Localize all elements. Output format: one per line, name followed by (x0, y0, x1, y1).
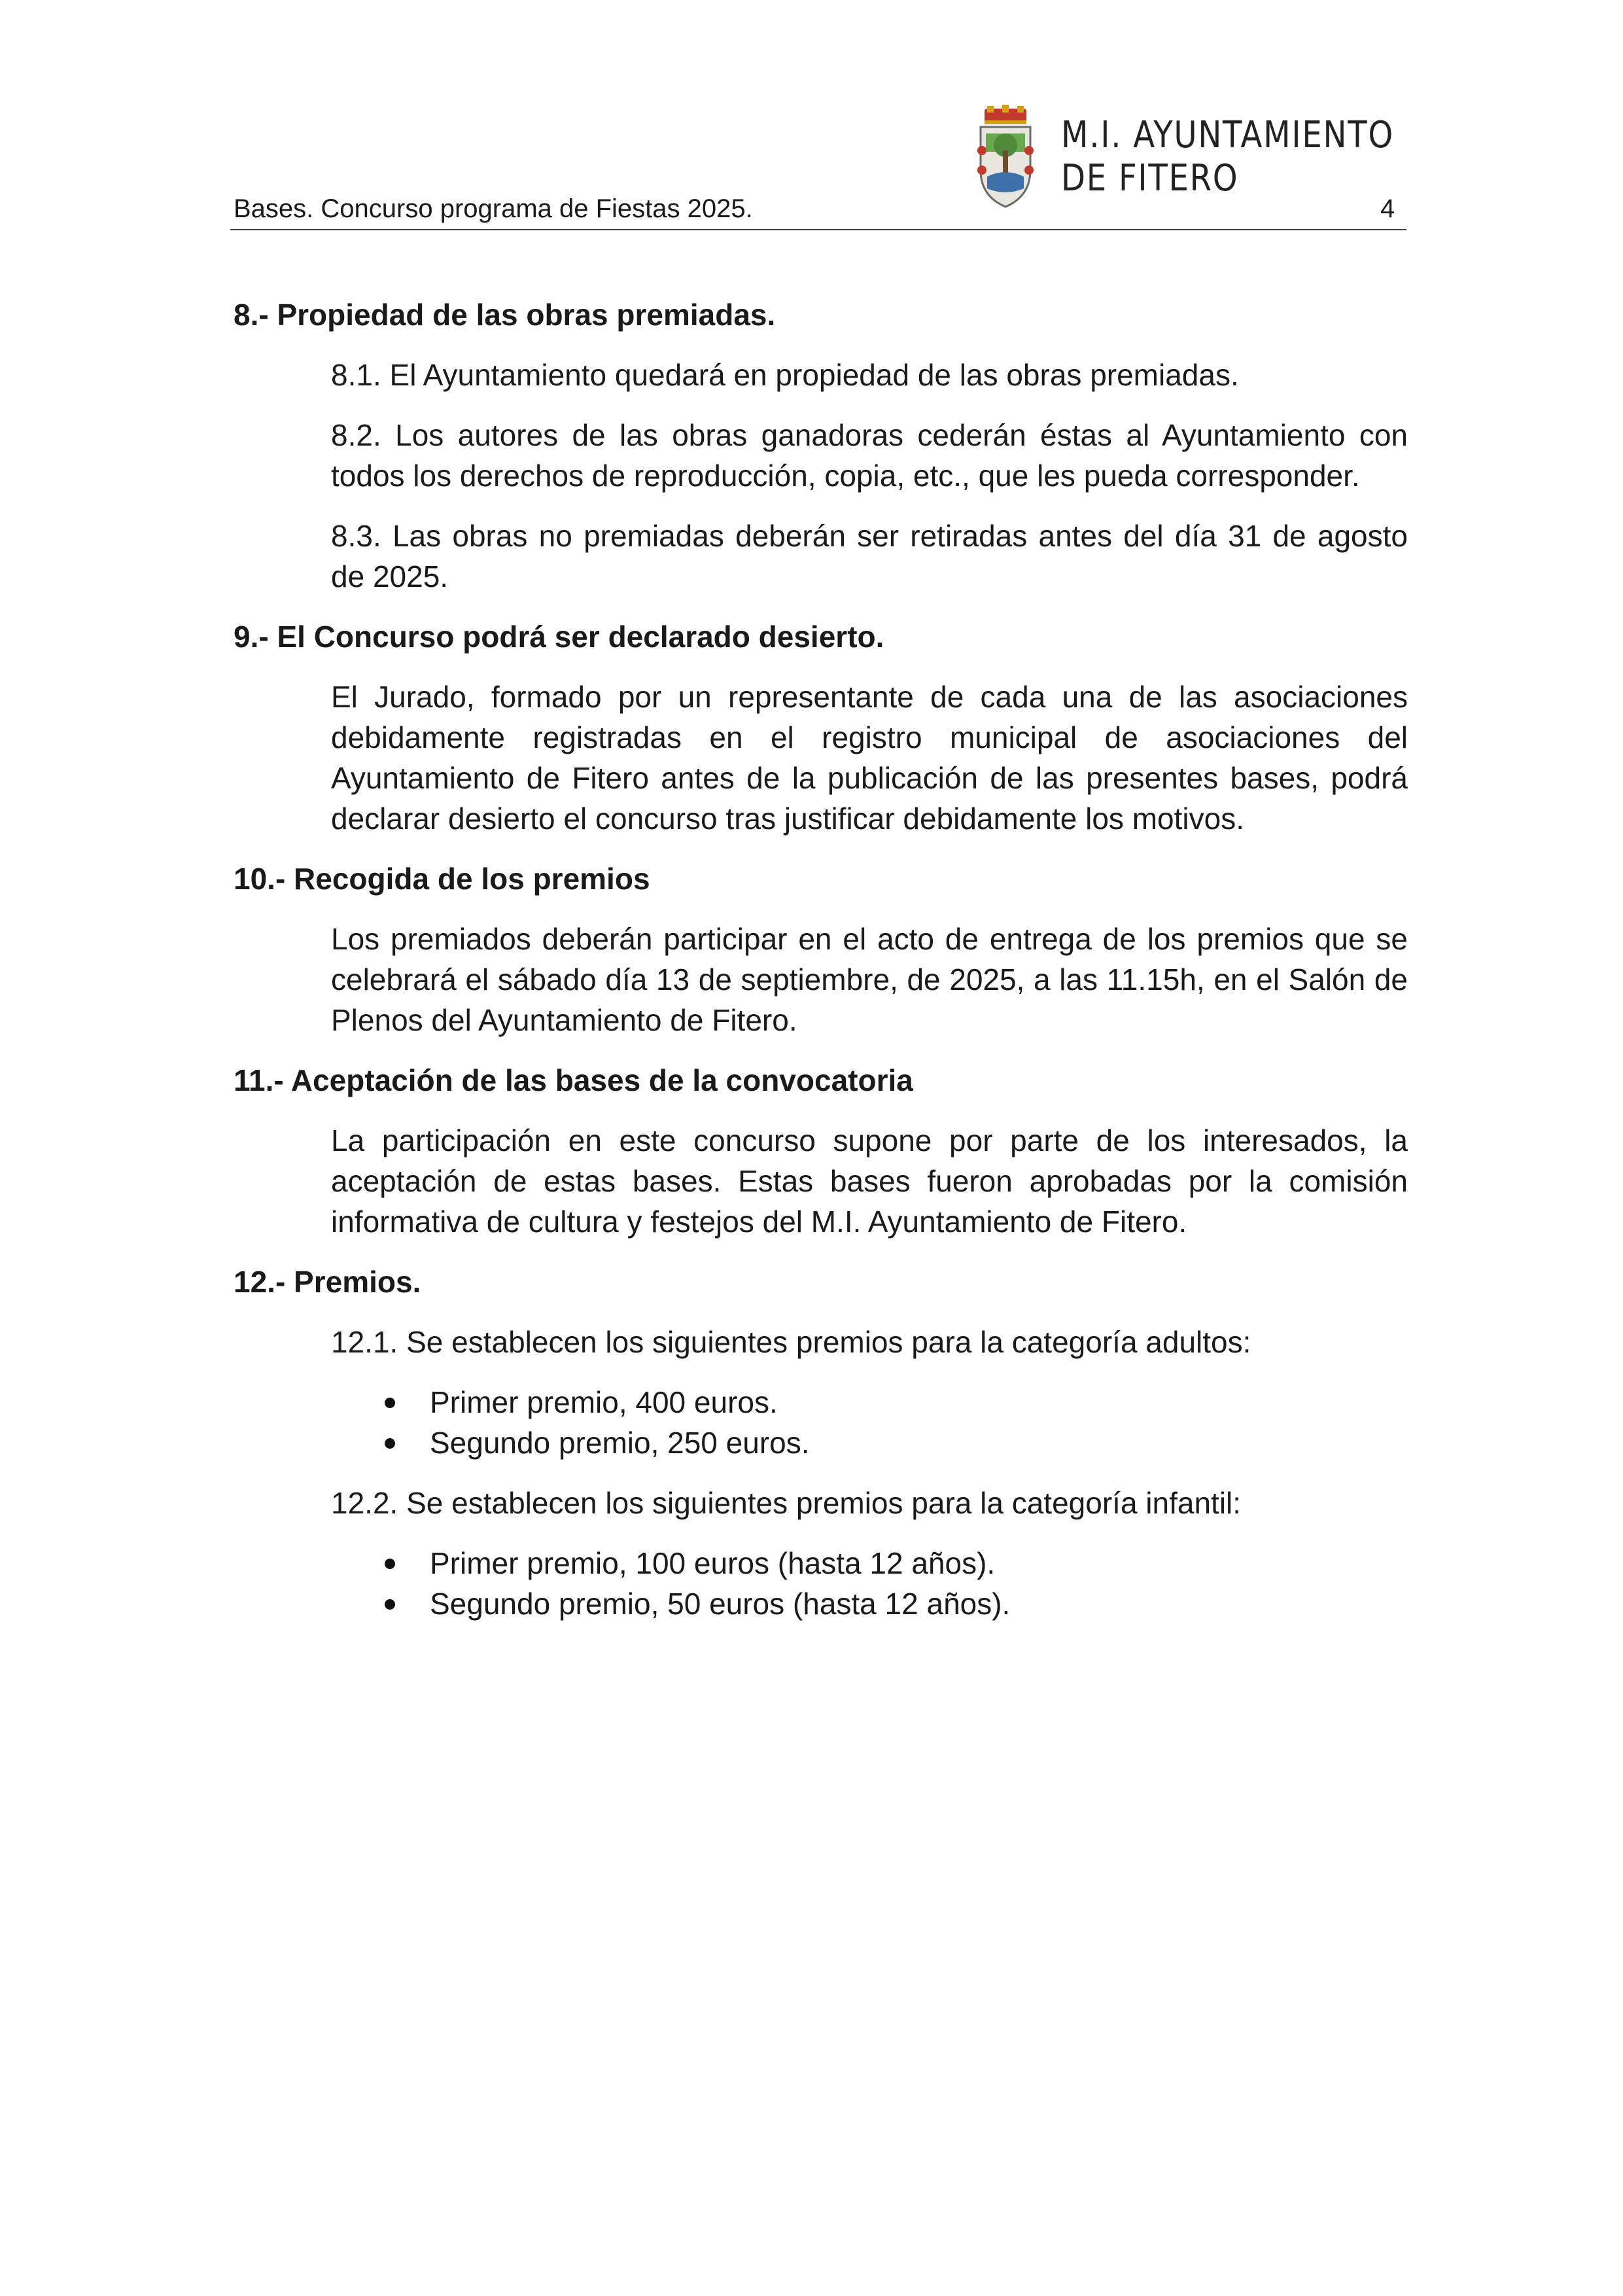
header-divider (230, 229, 1406, 230)
paragraph: La participación en este concurso supone por parte de los interesados, la aceptación de estas bases. Estas bases fueron aprobadas por la comisión informativa de cultura y festejos del M.I. Ayuntamiento de Fitero. (331, 1123, 1408, 1239)
section-heading: 10.- Recogida de los premios (234, 862, 650, 896)
paragraph: Los premiados deberán participar en el acto de entrega de los premios que se celebrará el sábado día 13 de septiembre, de 2025, a las 11.15h, en el Salón de Plenos del Ayuntamiento de Fitero. (331, 922, 1408, 1037)
paragraph: 12.1. Se establecen los siguientes premios para la categoría adultos: (331, 1325, 1251, 1359)
logo-text (1061, 114, 1394, 200)
logo-line-1: M.I. AYUNTAMIENTO (1061, 114, 1394, 156)
bullet-icon (385, 1398, 395, 1408)
coat-of-arms-icon (973, 105, 1038, 209)
list-item-text: Segundo premio, 250 euros. (430, 1426, 810, 1460)
document-body (234, 294, 1408, 1644)
adults-prize-list (234, 1382, 1408, 1463)
paragraph: 8.2. Los autores de las obras ganadoras cederán éstas al Ayuntamiento con todos los derechos de reproducción, copia, etc., que les pueda corresponder. (331, 418, 1408, 493)
page-number: 4 (1380, 194, 1395, 223)
paragraph: 8.3. Las obras no premiadas deberán ser retiradas antes del día 31 de agosto de 2025. (331, 519, 1408, 593)
list-item (381, 1422, 1408, 1463)
section-heading: 12.- Premios. (234, 1265, 421, 1299)
section-heading: 11.- Aceptación de las bases de la convocatoria (234, 1063, 913, 1097)
list-item (381, 1583, 1408, 1624)
section-heading: 8.- Propiedad de las obras premiadas. (234, 298, 776, 332)
paragraph: El Jurado, formado por un representante de cada una de las asociaciones debidamente registradas en el registro municipal de asociaciones del Ayuntamiento de Fitero antes de la publicación de las presentes bases, podrá declarar desierto el concurso tras justificar debidamente los motivos. (331, 680, 1408, 836)
header-title: Bases. Concurso programa de Fiestas 2025. (234, 194, 753, 223)
bullet-icon (385, 1438, 395, 1449)
paragraph: 12.2. Se establecen los siguientes premios para la categoría infantil: (331, 1486, 1242, 1520)
bullet-icon (385, 1559, 395, 1569)
list-item-text: Primer premio, 400 euros. (430, 1385, 778, 1419)
section-heading: 9.- El Concurso podrá ser declarado desierto. (234, 620, 884, 654)
list-item-text: Segundo premio, 50 euros (hasta 12 años). (430, 1587, 1011, 1621)
list-item (381, 1382, 1408, 1422)
logo-line-2: DE FITERO (1061, 157, 1239, 200)
children-prize-list (234, 1543, 1408, 1624)
municipality-logo (973, 105, 1623, 216)
list-item-text: Primer premio, 100 euros (hasta 12 años). (430, 1546, 996, 1580)
list-item (381, 1543, 1408, 1583)
paragraph: 8.1. El Ayuntamiento quedará en propiedad de las obras premiadas. (331, 358, 1239, 392)
bullet-icon (385, 1599, 395, 1610)
